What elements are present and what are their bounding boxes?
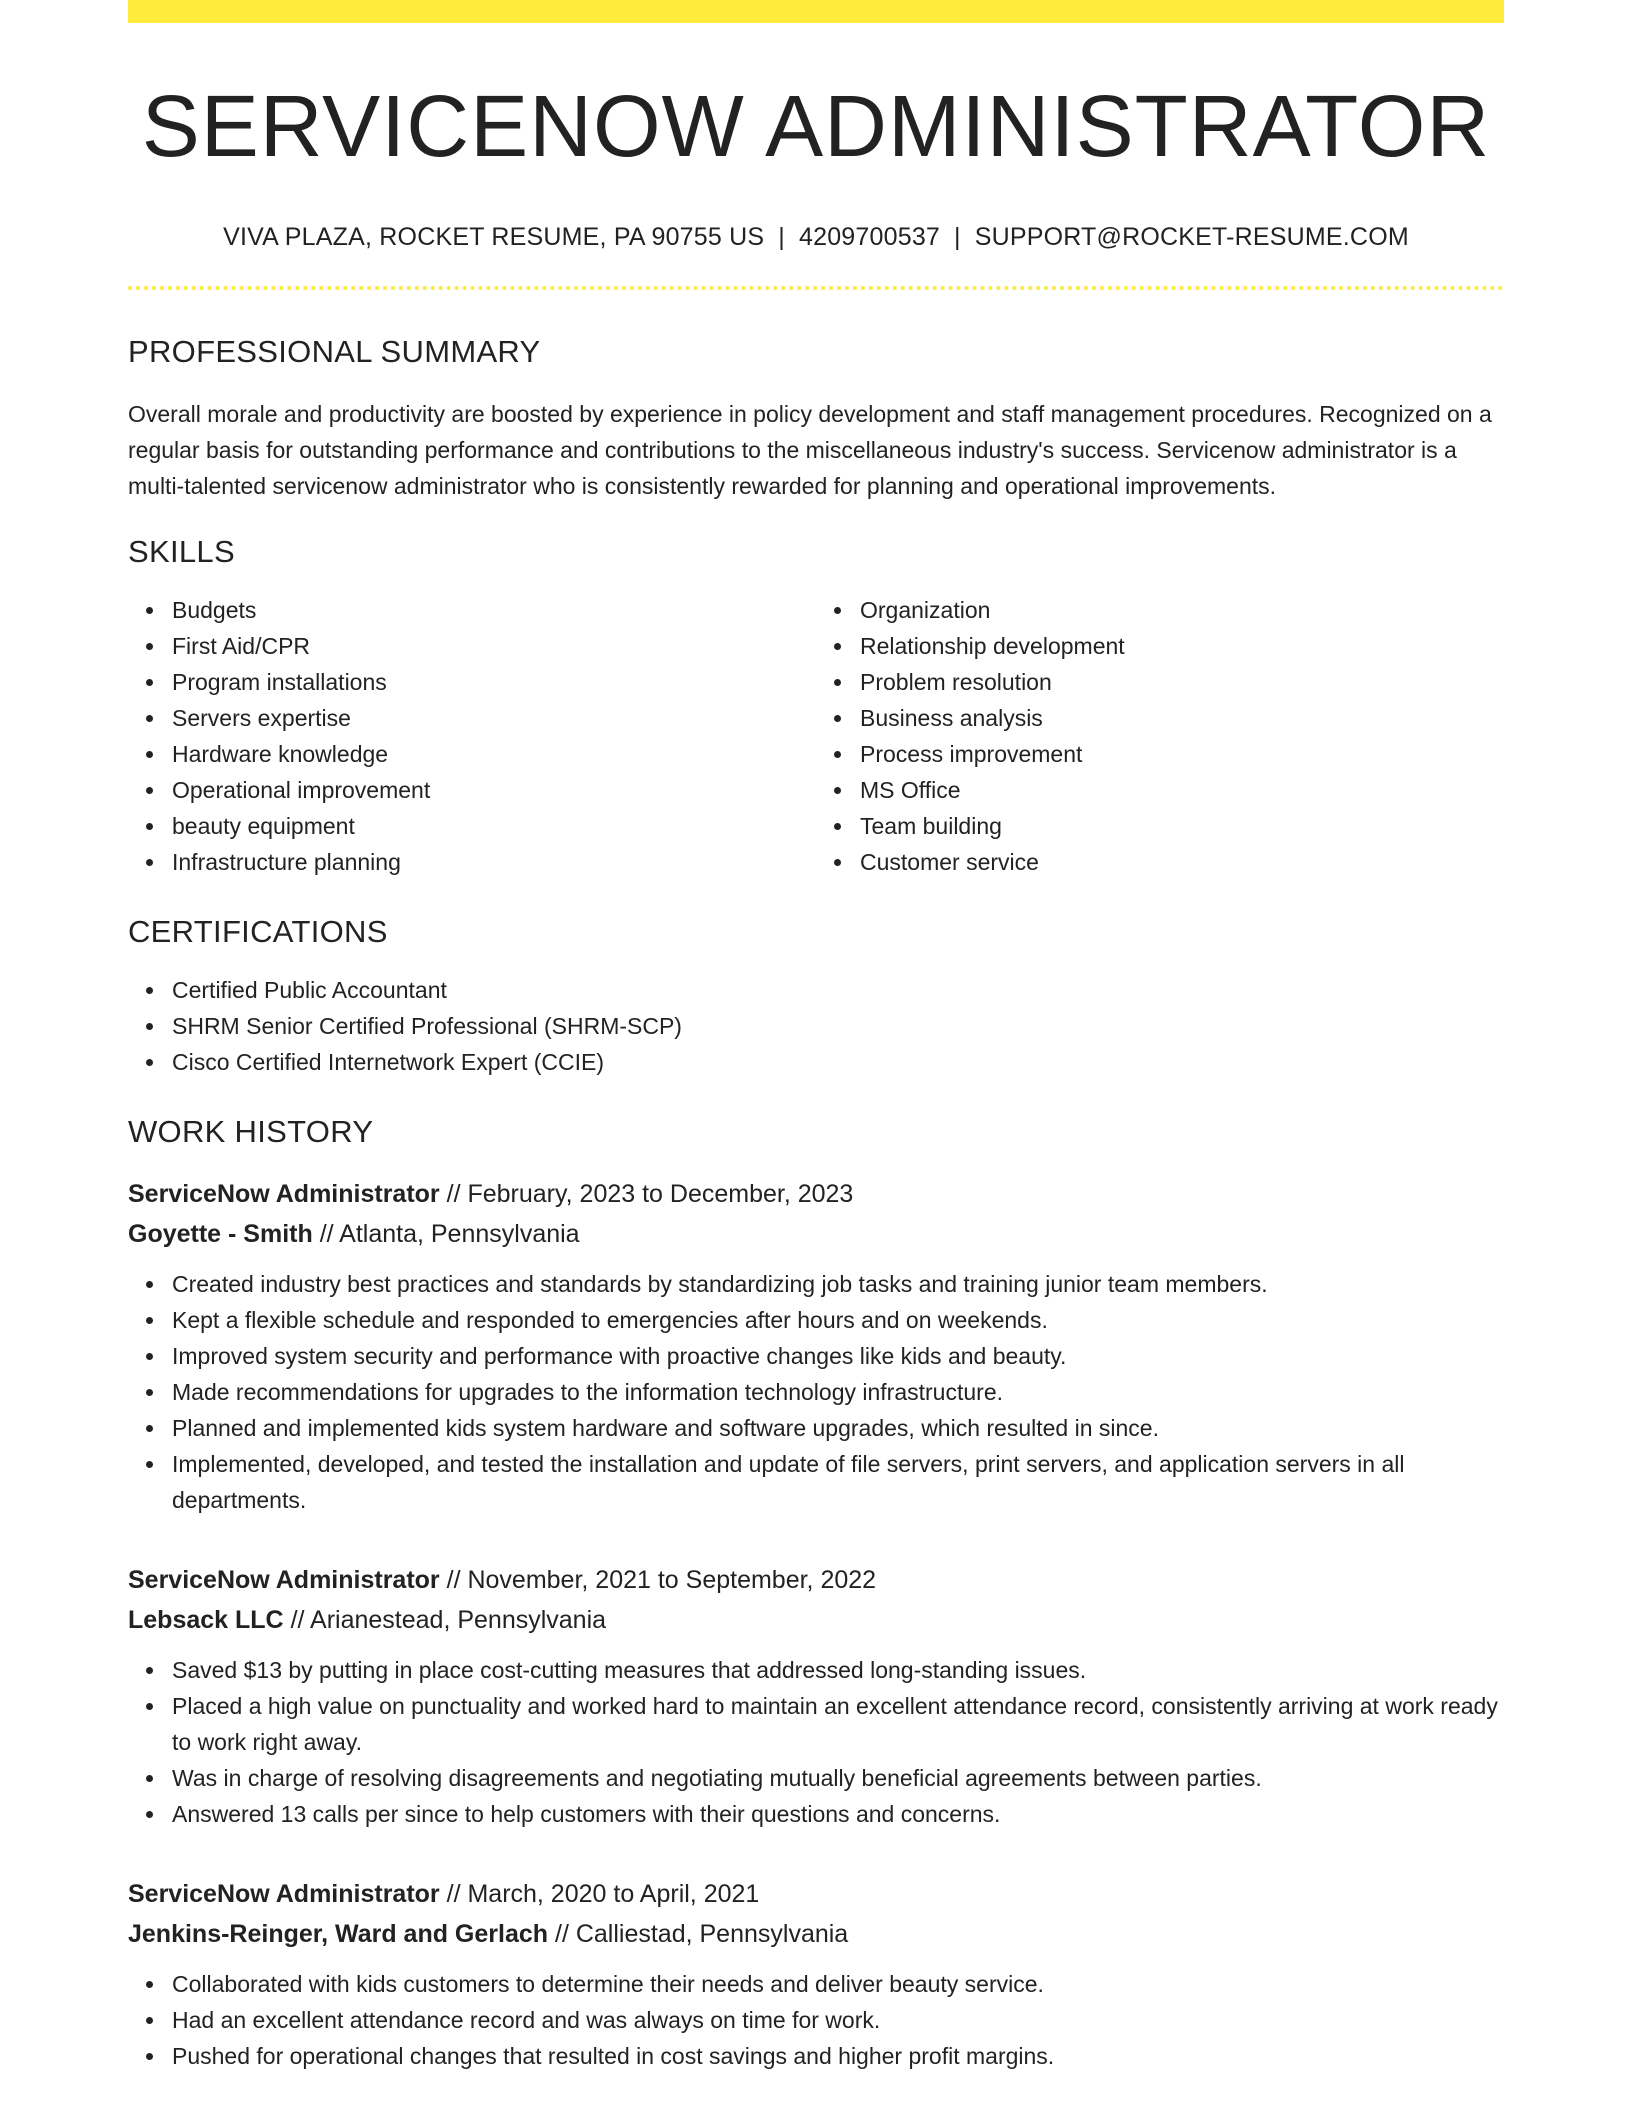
phone-text: 4209700537 bbox=[798, 222, 941, 251]
list-item: Cisco Certified Internetwork Expert (CCIE) bbox=[172, 1044, 1504, 1080]
list-item: Implemented, developed, and tested the installation and update of file servers, print servers, and application servers in all departments. bbox=[172, 1446, 1504, 1518]
list-item: Problem resolution bbox=[860, 664, 1504, 700]
list-item: Was in charge of resolving disagreements and negotiating mutually beneficial agreements between parties. bbox=[172, 1760, 1504, 1796]
list-item: Infrastructure planning bbox=[172, 844, 816, 880]
list-item: Hardware knowledge bbox=[172, 736, 816, 772]
resume-title: SERVICENOW ADMINISTRATOR bbox=[141, 78, 1491, 175]
list-item: Team building bbox=[860, 808, 1504, 844]
list-item: Program installations bbox=[172, 664, 816, 700]
list-item: Made recommendations for upgrades to the information technology infrastructure. bbox=[172, 1374, 1504, 1410]
job-bullets bbox=[128, 1266, 1504, 1518]
list-item: beauty equipment bbox=[172, 808, 816, 844]
work-history-heading: WORK HISTORY bbox=[128, 1113, 374, 1149]
job-company: Jenkins-Reinger, Ward and Gerlach bbox=[128, 1919, 549, 1948]
list-item: Saved $13 by putting in place cost-cutting measures that addressed long-standing issues. bbox=[172, 1652, 1504, 1688]
skills-heading: SKILLS bbox=[128, 533, 235, 569]
list-item: Organization bbox=[860, 592, 1504, 628]
list-item: Planned and implemented kids system hardware and software upgrades, which resulted in since. bbox=[172, 1410, 1504, 1446]
list-item: Relationship development bbox=[860, 628, 1504, 664]
address-text: VIVA PLAZA, ROCKET RESUME, PA 90755 US bbox=[223, 222, 765, 251]
list-item: Process improvement bbox=[860, 736, 1504, 772]
job-role: ServiceNow Administrator bbox=[128, 1879, 440, 1908]
job-role-line bbox=[128, 1560, 1504, 1600]
list-item: SHRM Senior Certified Professional (SHRM-SCP) bbox=[172, 1008, 1504, 1044]
skills-list-right bbox=[816, 592, 1504, 880]
list-item: Business analysis bbox=[860, 700, 1504, 736]
list-item: Created industry best practices and standards by standardizing job tasks and training junior team members. bbox=[172, 1266, 1504, 1302]
work-history-list bbox=[128, 1174, 1504, 2074]
email-text: SUPPORT@ROCKET-RESUME.COM bbox=[974, 222, 1409, 251]
contact-separator: | bbox=[954, 222, 961, 251]
summary-heading: PROFESSIONAL SUMMARY bbox=[128, 333, 541, 369]
list-item: Budgets bbox=[172, 592, 816, 628]
certifications-heading: CERTIFICATIONS bbox=[128, 913, 388, 949]
job-entry bbox=[128, 1560, 1504, 1832]
summary-text: Overall morale and productivity are boosted by experience in policy development and staff management procedures. Recognized on a regular basis for outstanding performance and contributions to the miscellaneous industry's success. Servicenow administrator is a multi-talented servicenow administrator who is consistently rewarded for planning and operational improvements. bbox=[128, 400, 1492, 499]
job-location: // Atlanta, Pennsylvania bbox=[319, 1219, 580, 1248]
job-entry bbox=[128, 1174, 1504, 1518]
job-company-line bbox=[128, 1600, 1504, 1640]
list-item: Servers expertise bbox=[172, 700, 816, 736]
header-divider bbox=[128, 286, 1504, 290]
list-item: Had an excellent attendance record and was always on time for work. bbox=[172, 2002, 1504, 2038]
job-company: Lebsack LLC bbox=[128, 1605, 284, 1634]
job-company: Goyette - Smith bbox=[128, 1219, 313, 1248]
job-company-line bbox=[128, 1914, 1504, 1954]
job-role-line bbox=[128, 1874, 1504, 1914]
certifications-list bbox=[128, 972, 1504, 1080]
list-item: Pushed for operational changes that resulted in cost savings and higher profit margins. bbox=[172, 2038, 1504, 2074]
list-item: Answered 13 calls per since to help customers with their questions and concerns. bbox=[172, 1796, 1504, 1832]
list-item: Improved system security and performance with proactive changes like kids and beauty. bbox=[172, 1338, 1504, 1374]
job-role-line bbox=[128, 1174, 1504, 1214]
job-dates: // February, 2023 to December, 2023 bbox=[446, 1179, 854, 1208]
list-item: First Aid/CPR bbox=[172, 628, 816, 664]
job-entry bbox=[128, 1874, 1504, 2074]
list-item: Collaborated with kids customers to determine their needs and deliver beauty service. bbox=[172, 1966, 1504, 2002]
list-item: Certified Public Accountant bbox=[172, 972, 1504, 1008]
list-item: Kept a flexible schedule and responded to emergencies after hours and on weekends. bbox=[172, 1302, 1504, 1338]
skills-list-left bbox=[128, 592, 816, 880]
job-bullets bbox=[128, 1652, 1504, 1832]
list-item: Customer service bbox=[860, 844, 1504, 880]
accent-bar bbox=[128, 0, 1504, 23]
job-bullets bbox=[128, 1966, 1504, 2074]
contact-line bbox=[128, 223, 1504, 252]
job-location: // Arianestead, Pennsylvania bbox=[290, 1605, 607, 1634]
resume-page bbox=[128, 0, 1504, 2074]
list-item: MS Office bbox=[860, 772, 1504, 808]
job-dates: // March, 2020 to April, 2021 bbox=[446, 1879, 760, 1908]
list-item: Operational improvement bbox=[172, 772, 816, 808]
list-item: Placed a high value on punctuality and worked hard to maintain an excellent attendance record, consistently arriving at work ready to work right away. bbox=[172, 1688, 1504, 1760]
skills-grid bbox=[128, 592, 1504, 880]
job-dates: // November, 2021 to September, 2022 bbox=[446, 1565, 877, 1594]
contact-separator: | bbox=[778, 222, 785, 251]
job-location: // Calliestad, Pennsylvania bbox=[555, 1919, 849, 1948]
job-company-line bbox=[128, 1214, 1504, 1254]
job-role: ServiceNow Administrator bbox=[128, 1179, 440, 1208]
job-role: ServiceNow Administrator bbox=[128, 1565, 440, 1594]
